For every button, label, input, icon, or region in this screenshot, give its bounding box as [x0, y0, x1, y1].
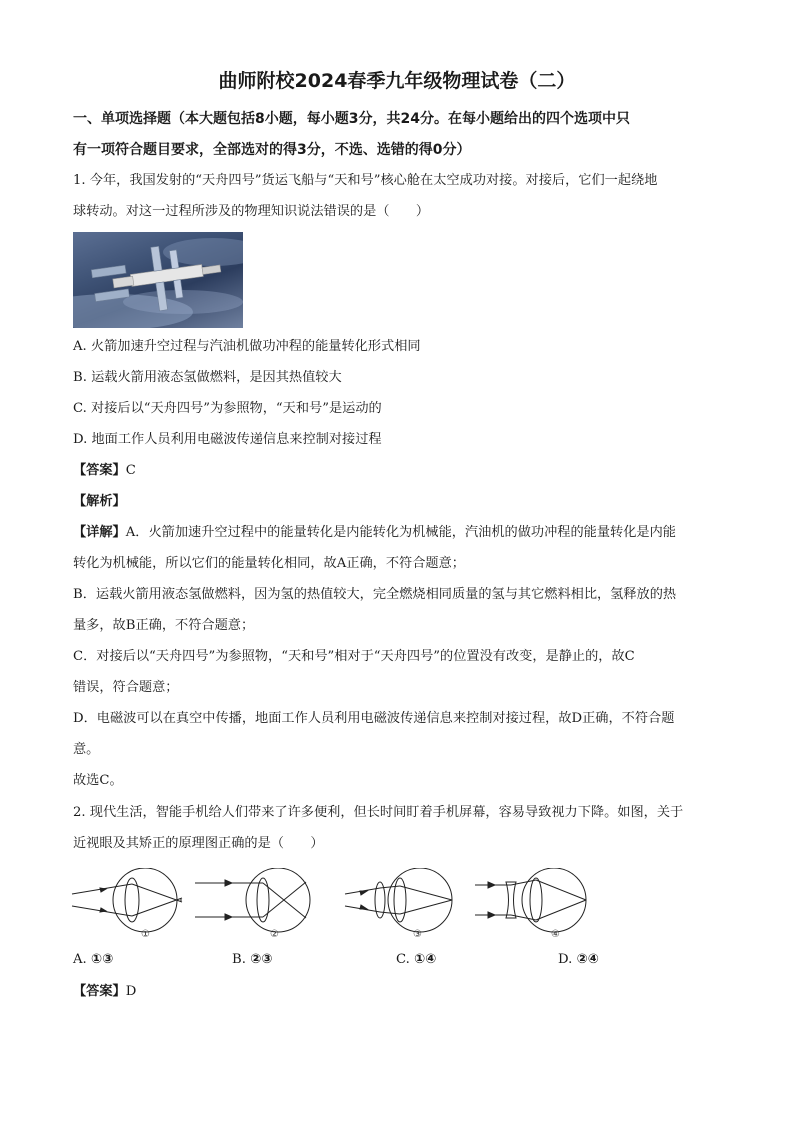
- option-letter: D.: [558, 952, 577, 967]
- q1-option-d: D. 地面工作人员利用电磁波传递信息来控制对接过程: [73, 432, 382, 447]
- diagram-label-4: ④: [551, 929, 560, 940]
- answer-tag: 【答案】: [73, 463, 126, 478]
- diagram-label-1: ①: [141, 929, 150, 940]
- option-letter: A.: [73, 952, 91, 967]
- option-value: ①④: [414, 952, 437, 967]
- q2-stem-line1: 2. 现代生活，智能手机给人们带来了许多便利，但长时间盯着手机屏幕，容易导致视力下降。如图，关于: [73, 805, 684, 820]
- option-value: ②④: [576, 952, 599, 967]
- detail-tag: 【详解】: [73, 525, 126, 540]
- eye-diagram-1: [72, 868, 182, 932]
- option-letter: C.: [396, 952, 415, 967]
- q1-analysis-tag: 【解析】: [73, 494, 126, 509]
- q1-explain-line8: 意。: [73, 742, 100, 757]
- eye-diagrams: [70, 868, 630, 948]
- q1-conclusion: 故选C。: [73, 773, 123, 788]
- diagram-label-3: ③: [413, 929, 422, 940]
- section-heading-line1: 一、单项选择题（本大题包括8小题，每小题3分，共24分。在每小题给出的四个选项中只: [73, 111, 630, 127]
- q2-stem-line2: 近视眼及其矫正的原理图正确的是（ ）: [73, 836, 324, 851]
- eye-diagram-2: [195, 868, 310, 932]
- q2-option-c: [396, 952, 436, 967]
- page-title: 曲师附校2024春季九年级物理试卷（二）: [218, 70, 576, 92]
- answer-value: C: [125, 463, 136, 478]
- q2-option-b: [232, 952, 272, 967]
- q1-option-a: A. 火箭加速升空过程与汽油机做功冲程的能量转化形式相同: [73, 339, 421, 354]
- q1-explain-line3: B．运载火箭用液态氢做燃料，因为氢的热值较大，完全燃烧相同质量的氢与其它燃料相比，氢释放的热: [73, 587, 677, 602]
- q1-answer: [73, 462, 733, 480]
- q1-explain-line1: [73, 524, 733, 542]
- q1-stem-line2: 球转动。对这一过程所涉及的物理知识说法错误的是（ ）: [73, 204, 430, 219]
- q1-explain-line4: 量多，故B正确，不符合题意；: [73, 618, 255, 633]
- space-station-illustration: [73, 232, 243, 328]
- section-heading-line2: 有一项符合题目要求，全部选对的得3分，不选、选错的得0分）: [73, 142, 471, 158]
- q1-stem-line1: 1. 今年，我国发射的“天舟四号”货运飞船与“天和号”核心舱在太空成功对接。对接后，它们一起绕地: [73, 173, 658, 188]
- q2-option-d: [558, 952, 599, 967]
- q1-option-b: B. 运载火箭用液态氢做燃料，是因其热值较大: [73, 370, 342, 385]
- q2-option-a: [73, 952, 113, 967]
- q2-answer: [73, 983, 733, 1001]
- answer-tag: 【答案】: [73, 984, 126, 999]
- q1-explain-line6: 错误，符合题意；: [73, 680, 179, 695]
- eye-diagram-4: [475, 868, 586, 932]
- option-letter: B.: [232, 952, 251, 967]
- explain-text: A．火箭加速升空过程中的能量转化是内能转化为机械能，汽油机的做功冲程的能量转化是内能: [125, 525, 676, 540]
- q1-explain-line5: C．对接后以“天舟四号”为参照物，“天和号”相对于“天舟四号”的位置没有改变，是静止的，故C: [73, 649, 635, 664]
- q1-option-c: C. 对接后以“天舟四号”为参照物，“天和号”是运动的: [73, 401, 382, 416]
- option-value: ②③: [250, 952, 273, 967]
- space-station-photo: [73, 232, 243, 328]
- eye-diagram-3: [345, 868, 452, 932]
- option-value: ①③: [90, 952, 114, 967]
- q1-explain-line7: D．电磁波可以在真空中传播，地面工作人员利用电磁波传递信息来控制对接过程，故D正确，不符合题: [73, 711, 675, 726]
- answer-value: D: [125, 984, 137, 999]
- diagram-label-2: ②: [270, 929, 279, 940]
- q1-explain-line2: 转化为机械能，所以它们的能量转化相同，故A正确，不符合题意；: [73, 556, 465, 571]
